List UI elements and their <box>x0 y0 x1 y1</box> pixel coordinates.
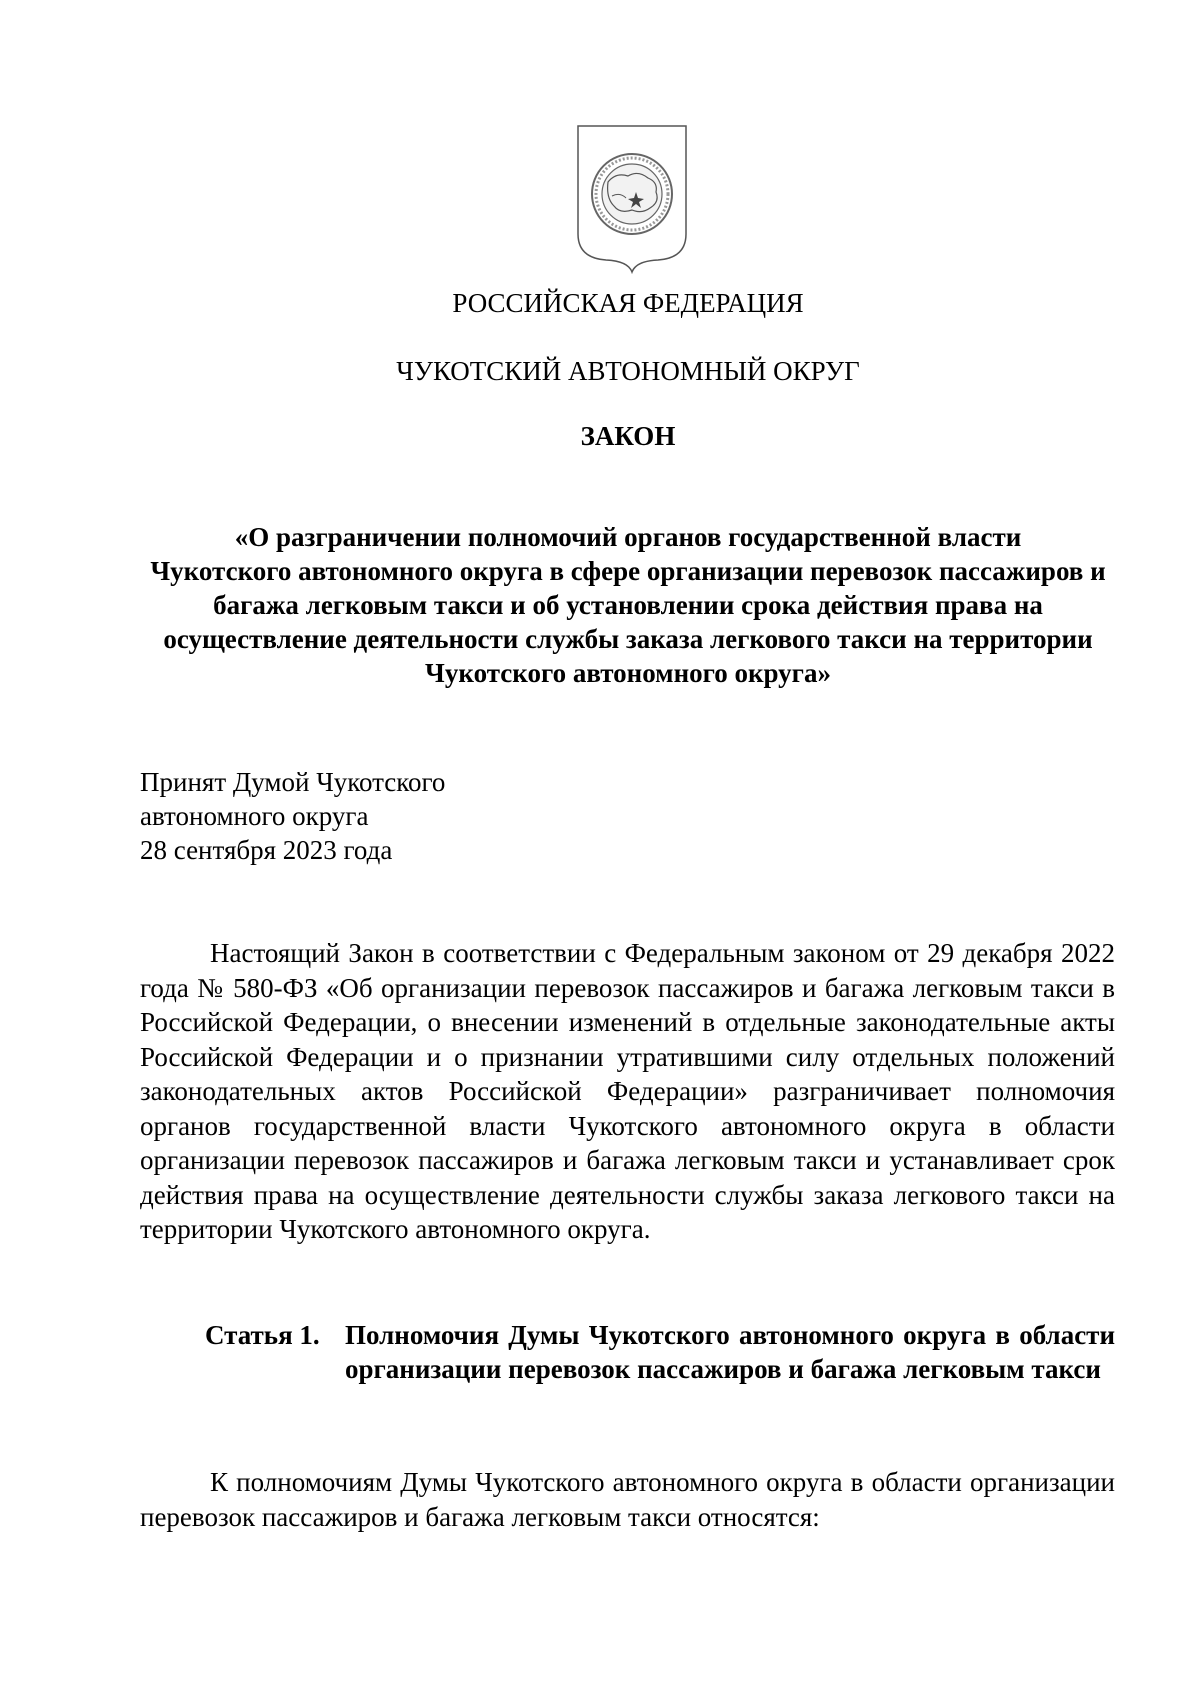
adoption-line: автономного округа <box>140 801 369 831</box>
adoption-line: 28 сентября 2023 года <box>140 835 393 865</box>
adoption-note <box>140 765 445 867</box>
country-heading: РОССИЙСКАЯ ФЕДЕРАЦИЯ <box>452 288 804 318</box>
article-1-heading <box>205 1318 1115 1386</box>
law-title-line: Чукотского автономного округа» <box>425 658 831 688</box>
law-title-line: багажа легковым такси и об установлении срока действия права на <box>213 590 1043 620</box>
law-title-line: осуществление деятельности службы заказа легкового такси на территории <box>163 624 1093 654</box>
doc-type-heading: ЗАКОН <box>580 421 676 451</box>
coat-of-arms-icon <box>572 122 692 274</box>
region-heading: ЧУКОТСКИЙ АВТОНОМНЫЙ ОКРУГ <box>396 356 860 386</box>
adoption-line: Принят Думой Чукотского <box>140 767 446 797</box>
law-title <box>130 520 1126 690</box>
law-title-line: «О разграничении полномочий органов государственной власти <box>234 522 1022 552</box>
article-number: Статья 1. <box>205 1320 320 1350</box>
preamble-paragraph: Настоящий Закон в соответствии с Федеральным законом от 29 декабря 2022 года № 580-ФЗ «Об организации перевозок пассажиров и багажа легковым такси в Российской Федерации, о внесении изменений в отдельные законодательные акты Российской Федерации и о признании утратившими силу отдельных положений законодательных актов Российской Федерации» разграничивает полномочия органов государственной власти Чукотского автономного округа в области организации перевозок пассажиров и багажа легковым такси и устанавливает срок действия права на осуществление деятельности службы заказа легкового такси на территории Чукотского автономного округа. <box>140 938 1115 1244</box>
article-1-paragraph: К полномочиям Думы Чукотского автономного округа в области организации перевозок пассажиров и багажа легковым такси относятся: <box>140 1467 1115 1532</box>
article-title: Полномочия Думы Чукотского автономного округа в области организации перевозок пассажиров и багажа легковым такси <box>345 1320 1115 1384</box>
law-title-line: Чукотского автономного округа в сфере организации перевозок пассажиров и <box>150 556 1106 586</box>
